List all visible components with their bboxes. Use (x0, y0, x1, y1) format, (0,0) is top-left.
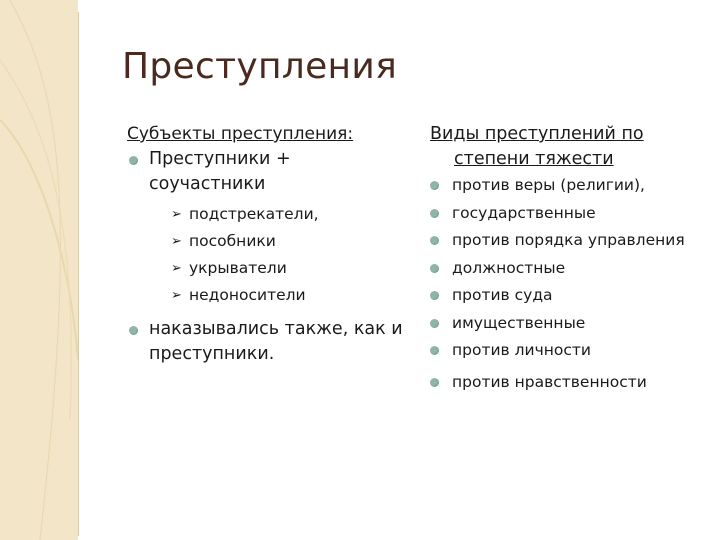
list-item (430, 255, 715, 283)
list-item-text: наказывались также, как и преступники. (149, 319, 403, 364)
bullet-dot-icon (430, 291, 439, 300)
list-item-text: против суда (452, 286, 553, 304)
left-column-heading: Субъекты преступления: (127, 124, 354, 144)
sub-list-item (171, 255, 412, 282)
list-item (430, 369, 715, 397)
bullet-dot-icon (430, 378, 439, 387)
list-item-text: имущественные (452, 313, 586, 332)
bullet-dot-icon (430, 181, 439, 190)
right-column-heading (430, 122, 715, 172)
list-item-text: против нравственности (452, 372, 647, 391)
sub-item-text: недоносители (189, 286, 306, 304)
list-item-text: против порядка управления (452, 231, 685, 249)
arrow-bullet-icon: ➢ (171, 261, 182, 276)
bullet-dot-icon (430, 264, 439, 273)
sub-list-item (171, 228, 412, 255)
list-item (430, 282, 715, 310)
bullet-dot-icon (129, 326, 138, 335)
list-item-text: Преступники + соучастники (149, 149, 291, 194)
sub-item-text: пособники (189, 232, 276, 250)
arrow-bullet-icon: ➢ (171, 234, 182, 249)
list-item (430, 337, 715, 365)
list-item-text: должностные (452, 258, 566, 277)
list-item-text: против личности (452, 341, 592, 359)
left-bullet-list (127, 147, 412, 367)
list-item (430, 227, 715, 255)
slide-title: Преступления (122, 46, 398, 87)
bullet-dot-icon (430, 319, 439, 328)
right-bullet-list (430, 172, 715, 396)
right-column (430, 122, 715, 396)
list-item-text: государственные (452, 203, 596, 222)
left-column (127, 122, 412, 367)
bullet-dot-icon (430, 209, 439, 218)
list-item (127, 147, 412, 309)
sub-list-item (171, 282, 412, 309)
arrow-bullet-icon: ➢ (171, 288, 182, 303)
decorative-curves-icon (0, 0, 78, 540)
list-item (430, 172, 715, 200)
bullet-dot-icon (129, 156, 138, 165)
sub-item-text: укрыватели (189, 259, 287, 277)
bullet-dot-icon (430, 346, 439, 355)
bullet-dot-icon (430, 236, 439, 245)
list-item (430, 310, 715, 338)
list-item (430, 200, 715, 228)
decorative-side-panel (0, 0, 78, 540)
arrow-bullet-icon: ➢ (171, 207, 182, 222)
sub-list-item (171, 201, 412, 228)
heading-line: Виды преступлений по (430, 124, 644, 144)
heading-line: степени тяжести (454, 149, 614, 169)
sub-list (149, 201, 412, 309)
list-item-text: против веры (религии), (452, 176, 645, 194)
sub-item-text: подстрекатели, (189, 205, 319, 223)
list-item (127, 317, 412, 367)
